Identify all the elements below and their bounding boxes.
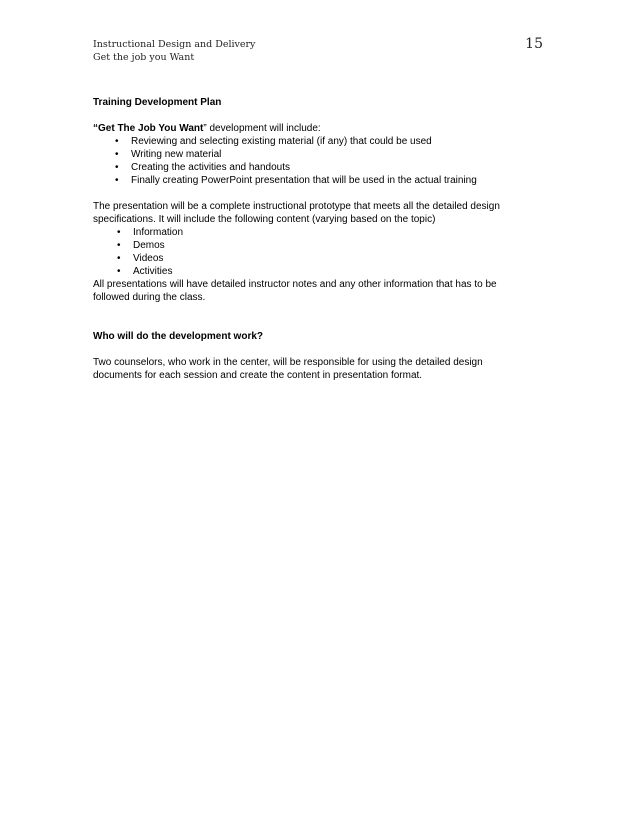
header-title: Instructional Design and Delivery <box>93 39 256 50</box>
presentation-paragraph <box>93 200 553 226</box>
list-item <box>93 135 553 148</box>
bullet-icon: • <box>115 175 119 186</box>
running-header <box>93 38 255 64</box>
development-intro <box>93 122 553 135</box>
page-number: 15 <box>525 36 543 52</box>
list-item <box>93 148 553 161</box>
paragraph-line: documents for each session and create the content in presentation format. <box>93 370 423 381</box>
list-item <box>93 174 553 187</box>
paragraph-line: All presentations will have detailed instructor notes and any other information that has to be <box>93 279 497 290</box>
header-subtitle: Get the job you Want <box>93 52 195 63</box>
list-item <box>93 226 553 239</box>
list-item <box>93 252 553 265</box>
bullet-icon: • <box>117 227 121 238</box>
list-item-text: Reviewing and selecting existing material (if any) that could be used <box>131 136 432 147</box>
content-type-list <box>93 226 553 278</box>
list-item <box>93 239 553 252</box>
bullet-icon: • <box>115 149 119 160</box>
bullet-icon: • <box>115 162 119 173</box>
list-item-text: Writing new material <box>131 149 222 160</box>
course-title: “Get The Job You Want <box>93 123 204 134</box>
bullet-icon: • <box>115 136 119 147</box>
list-item-text: Information <box>133 227 184 238</box>
list-item-text: Activities <box>133 266 173 277</box>
instructor-notes-paragraph <box>93 278 553 304</box>
development-task-list <box>93 135 553 187</box>
paragraph-line: followed during the class. <box>93 292 206 303</box>
list-item-text: Demos <box>133 240 165 251</box>
bullet-icon: • <box>117 253 121 264</box>
list-item <box>93 161 553 174</box>
counselors-paragraph <box>93 356 553 382</box>
section-heading-development-work: Who will do the development work? <box>93 331 264 342</box>
paragraph-line: Two counselors, who work in the center, will be responsible for using the detailed design <box>93 357 483 368</box>
list-item-text: Creating the activities and handouts <box>131 162 290 173</box>
section-heading-training-plan: Training Development Plan <box>93 97 222 108</box>
bullet-icon: • <box>117 240 121 251</box>
paragraph-line: The presentation will be a complete instructional prototype that meets all the detailed design <box>93 201 500 212</box>
bullet-icon: • <box>117 266 121 277</box>
list-item <box>93 265 553 278</box>
development-intro-text: ” development will include: <box>203 123 321 134</box>
paragraph-line: specifications. It will include the following content (varying based on the topic) <box>93 214 436 225</box>
document-body <box>93 96 553 382</box>
list-item-text: Videos <box>133 253 164 264</box>
list-item-text: Finally creating PowerPoint presentation that will be used in the actual training <box>131 175 477 186</box>
